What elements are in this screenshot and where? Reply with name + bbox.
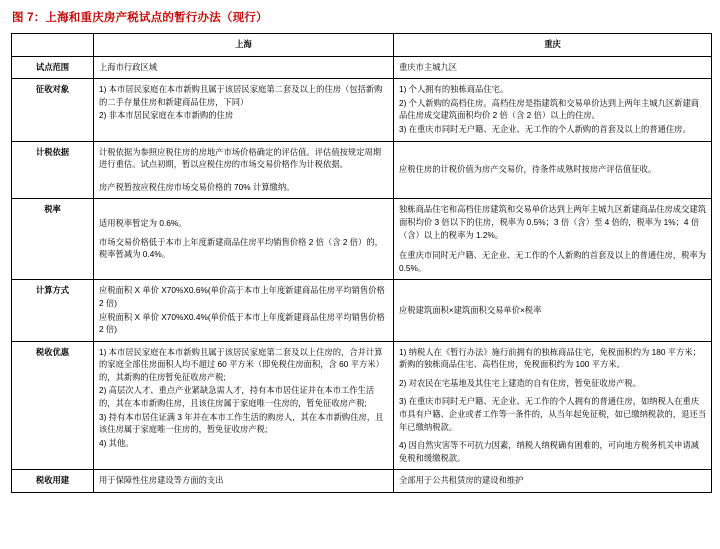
cell-line: 3) 持有本市居住证满 3 年并在本市工作生活的购房人，其在本市新购住房，且该住房属于家庭唯一住房的，暂免征收房产税; <box>99 411 384 435</box>
cell-line: 4) 其他。 <box>99 437 134 448</box>
header-shanghai: 上海 <box>94 34 394 57</box>
cell-line: 上海市行政区域 <box>99 61 158 72</box>
cell-line: 2) 对农民在宅基地及其住宅上建造的自有住房，暂免征收房产税。 <box>399 377 641 388</box>
cell-line: 2) 个人新购的高档住房。高档住房是指建筑和交易单价达到上两年主城九区新建商品住房成交建筑面积均价 2 倍（含 2 倍）以上的住房。 <box>399 97 700 121</box>
cell-line: 应税面积 X 单价 X70%X0.6%(单价高于本市上年度新建商品住房平均销售价格 2 倍) <box>99 285 385 308</box>
row-chongqing-cell <box>394 79 712 141</box>
table-row <box>12 470 712 493</box>
row-shanghai-cell <box>94 280 394 341</box>
row-label: 税率 <box>12 199 94 280</box>
row-label: 税收优惠 <box>12 341 94 470</box>
table-header-row <box>12 34 712 57</box>
table-row <box>12 56 712 79</box>
cell-line: 房产税暂按应税住房市场交易价格的 70% 计算缴纳。 <box>99 181 295 192</box>
row-label: 税收用建 <box>12 470 94 493</box>
cell-line: 市场交易价格低于本市上年度新建商品住房平均销售价格 2 倍（含 2 倍）的，税率暂减为 0.4%。 <box>99 236 383 260</box>
table-row <box>12 341 712 470</box>
cell-line: 1) 本市居民家庭在本市新购且属于该居民家庭第二套及以上住房的，合并计算的家庭全部住房面积人均不超过 60 平方米（即免税住房面积，含 60 平方米）的，其新购的住房暂免征收房产税; <box>99 346 384 382</box>
row-shanghai-cell <box>94 79 394 141</box>
cell-line: 用于保障性住房建设等方面的支出 <box>99 475 224 486</box>
header-chongqing: 重庆 <box>394 34 712 57</box>
cell-line: 应税住房的计税价值为房产交易价，待条件成熟时按房产评估值征收。 <box>399 164 657 175</box>
row-chongqing-cell <box>394 199 712 280</box>
cell-line: 1) 本市居民家庭在本市新购且属于该居民家庭第二套及以上的住房（包括新购的二手存量住房和新建商品住房，下同） <box>99 84 383 107</box>
row-chongqing-cell <box>394 470 712 493</box>
cell-line: 1) 个人拥有的独栋商品住宅。 <box>399 84 509 95</box>
cell-line: 2) 高层次人才、重点产业紧缺急需人才，持有本市居住证并在本市工作生活的，其在本市新购住房，且该住房属于家庭唯一住房的，暂免征收房产税; <box>99 385 375 409</box>
row-shanghai-cell <box>94 141 394 199</box>
cell-line: 适用税率暂定为 0.6%。 <box>99 217 187 228</box>
row-label: 征收对象 <box>12 79 94 141</box>
row-label: 计税依据 <box>12 141 94 199</box>
comparison-table <box>11 33 712 493</box>
table-row <box>12 79 712 141</box>
cell-line: 应税面积 X 单价 X70%X0.4%(单价低于本市上年度新建商品住房平均销售价格 2 倍) <box>99 311 385 335</box>
cell-line: 应税建筑面积×建筑面积交易单价×税率 <box>399 304 542 315</box>
row-chongqing-cell <box>394 141 712 199</box>
row-label: 试点范围 <box>12 56 94 79</box>
cell-line: 2) 非本市居民家庭在本市新购的住房 <box>99 110 234 121</box>
table-row <box>12 141 712 199</box>
cell-line: 全部用于公共租赁房的建设和维护 <box>399 475 524 486</box>
header-blank <box>12 34 94 57</box>
row-chongqing-cell <box>394 341 712 470</box>
cell-line: 在重庆市同时无户籍、无企业、无工作的个人新购的首套及以上的普通住房，税率为 0.5%。 <box>399 250 706 273</box>
row-label: 计算方式 <box>12 280 94 341</box>
cell-line: 独栋商品住宅和高档住房建筑和交易单价达到上两年主城九区新建商品住房成交建筑面积均价 3 倍以下的住房，税率为 0.5%；3 倍（含）至 4 倍的，税率为 1%；4 倍（含）以上的税率为 1.2%。 <box>399 204 706 240</box>
table-row <box>12 199 712 280</box>
cell-line: 3) 在重庆市同时无户籍、无企业、无工作的个人新购的首套及以上的普通住房。 <box>399 123 691 134</box>
cell-line: 重庆市主城九区 <box>399 61 458 72</box>
cell-line: 1) 纳税人在《暂行办法》施行前拥有的独栋商品住宅，免税面积约为 180 平方米；新购的独栋商品住宅、高档住房，免税面积约为 100 平方米。 <box>399 346 701 370</box>
row-shanghai-cell <box>94 470 394 493</box>
cell-line: 计税依据为参照应税住房的房地产市场价格确定的评估值。评估值按规定周期进行重估。试点初期，暂以应税住房的市场交易价格作为计税依据。 <box>99 146 382 170</box>
row-shanghai-cell <box>94 341 394 470</box>
cell-line: 4) 因自然灾害等不可抗力因素，纳税人纳税确有困难的，可向地方税务机关申请减免税和缓缴税款。 <box>399 440 700 463</box>
cell-line: 3) 在重庆市同时无户籍、无企业、无工作的个人拥有的普通住房，如纳税人在重庆市具有户籍、企业或者工作等一条件的，从当年起免征税，如已缴纳税款的，退还当年已缴纳税款。 <box>399 396 706 432</box>
row-shanghai-cell <box>94 199 394 280</box>
page-title: 图 7：上海和重庆房产税试点的暂行办法（现行） <box>12 12 268 24</box>
table-row <box>12 280 712 341</box>
row-chongqing-cell <box>394 56 712 79</box>
row-shanghai-cell <box>94 56 394 79</box>
row-chongqing-cell <box>394 280 712 341</box>
